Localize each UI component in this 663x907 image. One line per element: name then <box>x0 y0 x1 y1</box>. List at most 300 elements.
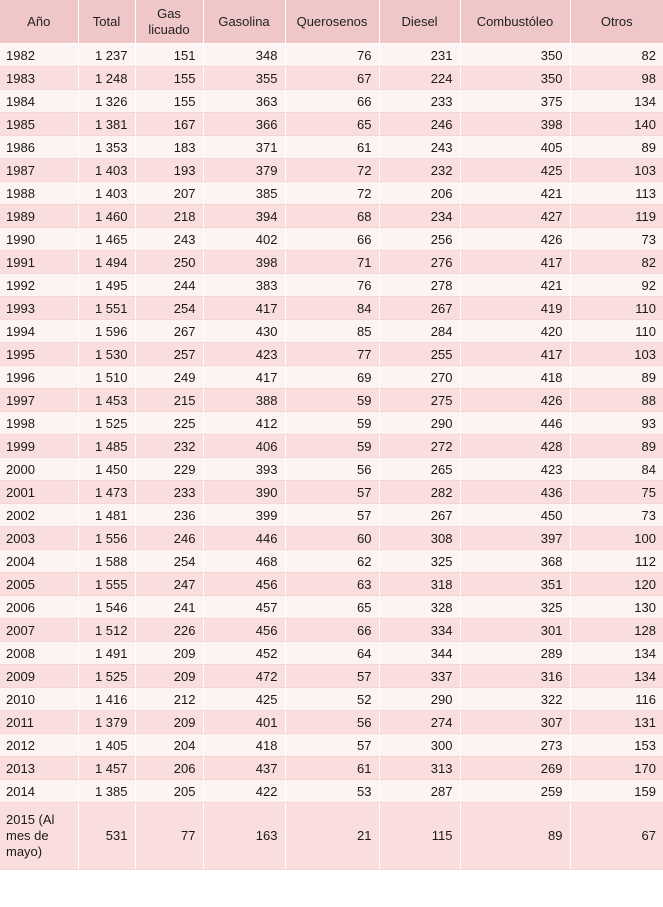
col-diesel-cell: 115 <box>379 803 460 870</box>
col-querosenos-cell: 57 <box>285 504 379 527</box>
col-gasolina-cell: 422 <box>203 780 285 803</box>
col-gasolina-cell: 163 <box>203 803 285 870</box>
col-combustoleo-cell: 397 <box>460 527 570 550</box>
col-gasolina-cell: 366 <box>203 113 285 136</box>
col-year-cell: 2004 <box>0 550 78 573</box>
col-gas-licuado-cell: 167 <box>135 113 203 136</box>
col-querosenos-cell: 61 <box>285 136 379 159</box>
col-querosenos-cell: 57 <box>285 481 379 504</box>
table-row <box>0 159 663 182</box>
table-row <box>0 136 663 159</box>
col-diesel-cell: 287 <box>379 780 460 803</box>
col-combustoleo-cell: 446 <box>460 412 570 435</box>
col-querosenos-cell: 64 <box>285 642 379 665</box>
col-total-cell: 1 460 <box>78 205 135 228</box>
col-diesel-cell: 318 <box>379 573 460 596</box>
col-diesel-cell: 278 <box>379 274 460 297</box>
col-diesel-cell: 328 <box>379 596 460 619</box>
table-row <box>0 596 663 619</box>
col-gas-licuado-cell: 254 <box>135 550 203 573</box>
col-otros-cell: 92 <box>570 274 663 297</box>
col-year-cell: 1993 <box>0 297 78 320</box>
col-gasolina-cell: 418 <box>203 734 285 757</box>
col-combustoleo-cell: 350 <box>460 44 570 67</box>
col-combustoleo-cell: 417 <box>460 251 570 274</box>
col-gas-licuado-cell: 225 <box>135 412 203 435</box>
col-querosenos-cell: 65 <box>285 596 379 619</box>
col-querosenos-cell: 59 <box>285 435 379 458</box>
col-total-cell: 1 556 <box>78 527 135 550</box>
col-otros-cell: 130 <box>570 596 663 619</box>
col-year-cell: 1991 <box>0 251 78 274</box>
col-total-cell: 1 416 <box>78 688 135 711</box>
col-year-cell: 2011 <box>0 711 78 734</box>
col-otros-cell: 134 <box>570 90 663 113</box>
col-total-cell: 1 403 <box>78 159 135 182</box>
col-otros-cell: 140 <box>570 113 663 136</box>
col-diesel-cell: 337 <box>379 665 460 688</box>
col-total-cell: 1 450 <box>78 458 135 481</box>
col-querosenos-cell: 56 <box>285 711 379 734</box>
col-querosenos-cell: 84 <box>285 297 379 320</box>
col-combustoleo-cell: 427 <box>460 205 570 228</box>
col-combustoleo-cell: 351 <box>460 573 570 596</box>
col-querosenos-cell: 67 <box>285 67 379 90</box>
col-year-cell: 1992 <box>0 274 78 297</box>
col-gasolina-cell: 457 <box>203 596 285 619</box>
table-row <box>0 297 663 320</box>
col-querosenos-cell: 76 <box>285 274 379 297</box>
col-gas-licuado-cell: 207 <box>135 182 203 205</box>
table-row <box>0 389 663 412</box>
col-otros-cell: 73 <box>570 228 663 251</box>
col-querosenos-cell: 59 <box>285 412 379 435</box>
col-querosenos-cell: 72 <box>285 182 379 205</box>
col-total-cell: 1 510 <box>78 366 135 389</box>
table-row <box>0 274 663 297</box>
col-combustoleo-cell: 301 <box>460 619 570 642</box>
col-year-cell: 2013 <box>0 757 78 780</box>
col-otros-cell: 159 <box>570 780 663 803</box>
col-total-cell: 531 <box>78 803 135 870</box>
col-gasolina-cell: 430 <box>203 320 285 343</box>
col-gasolina-cell: 399 <box>203 504 285 527</box>
col-otros-cell: 112 <box>570 550 663 573</box>
col-querosenos-cell: 60 <box>285 527 379 550</box>
col-otros-cell: 103 <box>570 343 663 366</box>
col-gasolina-cell: 398 <box>203 251 285 274</box>
col-diesel-cell: 232 <box>379 159 460 182</box>
col-total-cell: 1 353 <box>78 136 135 159</box>
table-body <box>0 44 663 870</box>
col-otros-cell: 120 <box>570 573 663 596</box>
col-year-cell: 2012 <box>0 734 78 757</box>
col-diesel-cell: 270 <box>379 366 460 389</box>
col-combustoleo-cell: 89 <box>460 803 570 870</box>
col-gasolina-cell: 417 <box>203 297 285 320</box>
col-gasolina-cell: 363 <box>203 90 285 113</box>
col-combustoleo-cell: 420 <box>460 320 570 343</box>
col-querosenos-cell: 57 <box>285 665 379 688</box>
col-gasolina-cell: 394 <box>203 205 285 228</box>
col-year-cell: 1997 <box>0 389 78 412</box>
col-gasolina-header: Gasolina <box>203 0 285 44</box>
col-total-header: Total <box>78 0 135 44</box>
col-otros-cell: 100 <box>570 527 663 550</box>
col-total-cell: 1 403 <box>78 182 135 205</box>
col-diesel-cell: 325 <box>379 550 460 573</box>
col-gas-licuado-cell: 155 <box>135 90 203 113</box>
col-gas-licuado-cell: 206 <box>135 757 203 780</box>
col-diesel-cell: 275 <box>379 389 460 412</box>
table-row <box>0 573 663 596</box>
col-otros-cell: 170 <box>570 757 663 780</box>
table-row <box>0 619 663 642</box>
col-combustoleo-cell: 423 <box>460 458 570 481</box>
col-combustoleo-cell: 417 <box>460 343 570 366</box>
col-diesel-cell: 308 <box>379 527 460 550</box>
col-diesel-cell: 246 <box>379 113 460 136</box>
col-gasolina-cell: 452 <box>203 642 285 665</box>
col-year-cell: 1988 <box>0 182 78 205</box>
col-year-cell: 1998 <box>0 412 78 435</box>
col-otros-cell: 82 <box>570 251 663 274</box>
table-header <box>0 0 663 44</box>
table-row <box>0 44 663 67</box>
col-year-cell: 1995 <box>0 343 78 366</box>
col-otros-cell: 75 <box>570 481 663 504</box>
col-combustoleo-header: Combustóleo <box>460 0 570 44</box>
col-gas-licuado-cell: 77 <box>135 803 203 870</box>
col-diesel-cell: 274 <box>379 711 460 734</box>
col-querosenos-cell: 63 <box>285 573 379 596</box>
col-year-cell: 2001 <box>0 481 78 504</box>
col-gas-licuado-cell: 215 <box>135 389 203 412</box>
col-gasolina-cell: 417 <box>203 366 285 389</box>
col-combustoleo-cell: 425 <box>460 159 570 182</box>
col-gasolina-cell: 446 <box>203 527 285 550</box>
col-total-cell: 1 381 <box>78 113 135 136</box>
col-combustoleo-cell: 273 <box>460 734 570 757</box>
col-querosenos-cell: 57 <box>285 734 379 757</box>
header-row <box>0 0 663 44</box>
col-diesel-cell: 344 <box>379 642 460 665</box>
col-combustoleo-cell: 350 <box>460 67 570 90</box>
col-otros-cell: 116 <box>570 688 663 711</box>
col-gas-licuado-cell: 205 <box>135 780 203 803</box>
col-diesel-header: Diesel <box>379 0 460 44</box>
table-row <box>0 504 663 527</box>
col-otros-cell: 110 <box>570 320 663 343</box>
col-querosenos-cell: 66 <box>285 619 379 642</box>
col-otros-cell: 89 <box>570 366 663 389</box>
col-otros-cell: 119 <box>570 205 663 228</box>
col-diesel-cell: 272 <box>379 435 460 458</box>
col-querosenos-cell: 68 <box>285 205 379 228</box>
col-gasolina-cell: 388 <box>203 389 285 412</box>
col-gas-licuado-cell: 183 <box>135 136 203 159</box>
col-otros-cell: 89 <box>570 136 663 159</box>
col-querosenos-cell: 71 <box>285 251 379 274</box>
col-total-cell: 1 248 <box>78 67 135 90</box>
col-otros-cell: 134 <box>570 642 663 665</box>
col-gas-licuado-cell: 233 <box>135 481 203 504</box>
table-row <box>0 458 663 481</box>
col-gasolina-cell: 390 <box>203 481 285 504</box>
col-year-cell: 2010 <box>0 688 78 711</box>
col-gas-licuado-cell: 232 <box>135 435 203 458</box>
col-querosenos-cell: 72 <box>285 159 379 182</box>
col-gasolina-cell: 468 <box>203 550 285 573</box>
table-row <box>0 412 663 435</box>
col-year-cell: 1984 <box>0 90 78 113</box>
col-total-cell: 1 555 <box>78 573 135 596</box>
col-total-cell: 1 237 <box>78 44 135 67</box>
col-gas-licuado-cell: 250 <box>135 251 203 274</box>
col-year-cell: 2002 <box>0 504 78 527</box>
col-gas-licuado-cell: 247 <box>135 573 203 596</box>
table-row <box>0 711 663 734</box>
col-total-cell: 1 596 <box>78 320 135 343</box>
col-querosenos-cell: 66 <box>285 90 379 113</box>
col-diesel-cell: 267 <box>379 504 460 527</box>
table-row <box>0 113 663 136</box>
col-total-cell: 1 453 <box>78 389 135 412</box>
col-combustoleo-cell: 419 <box>460 297 570 320</box>
col-year-header: Año <box>0 0 78 44</box>
table-row <box>0 251 663 274</box>
col-combustoleo-cell: 307 <box>460 711 570 734</box>
col-gasolina-cell: 401 <box>203 711 285 734</box>
col-total-cell: 1 494 <box>78 251 135 274</box>
col-gas-licuado-cell: 229 <box>135 458 203 481</box>
col-gasolina-cell: 348 <box>203 44 285 67</box>
col-gasolina-cell: 379 <box>203 159 285 182</box>
col-combustoleo-cell: 405 <box>460 136 570 159</box>
table-row <box>0 366 663 389</box>
col-total-cell: 1 473 <box>78 481 135 504</box>
table-row <box>0 688 663 711</box>
col-year-cell: 2009 <box>0 665 78 688</box>
table-row <box>0 780 663 803</box>
col-gas-licuado-cell: 267 <box>135 320 203 343</box>
col-diesel-cell: 276 <box>379 251 460 274</box>
col-gas-licuado-cell: 257 <box>135 343 203 366</box>
col-gas-licuado-cell: 209 <box>135 642 203 665</box>
col-diesel-cell: 206 <box>379 182 460 205</box>
col-diesel-cell: 265 <box>379 458 460 481</box>
col-querosenos-cell: 59 <box>285 389 379 412</box>
col-gasolina-cell: 412 <box>203 412 285 435</box>
col-year-cell: 1994 <box>0 320 78 343</box>
col-gasolina-cell: 423 <box>203 343 285 366</box>
col-otros-cell: 82 <box>570 44 663 67</box>
col-querosenos-header: Querosenos <box>285 0 379 44</box>
col-combustoleo-cell: 368 <box>460 550 570 573</box>
table-row <box>0 343 663 366</box>
col-diesel-cell: 267 <box>379 297 460 320</box>
col-gasolina-cell: 472 <box>203 665 285 688</box>
col-total-cell: 1 588 <box>78 550 135 573</box>
col-otros-cell: 93 <box>570 412 663 435</box>
col-gas-licuado-cell: 243 <box>135 228 203 251</box>
col-combustoleo-cell: 421 <box>460 182 570 205</box>
col-combustoleo-cell: 289 <box>460 642 570 665</box>
col-querosenos-cell: 53 <box>285 780 379 803</box>
col-total-cell: 1 525 <box>78 412 135 435</box>
col-diesel-cell: 282 <box>379 481 460 504</box>
col-total-cell: 1 379 <box>78 711 135 734</box>
table-row <box>0 90 663 113</box>
col-total-cell: 1 525 <box>78 665 135 688</box>
col-year-cell: 1985 <box>0 113 78 136</box>
table-row <box>0 642 663 665</box>
col-combustoleo-cell: 325 <box>460 596 570 619</box>
col-combustoleo-cell: 426 <box>460 389 570 412</box>
col-gas-licuado-cell: 155 <box>135 67 203 90</box>
col-querosenos-cell: 66 <box>285 228 379 251</box>
col-otros-cell: 113 <box>570 182 663 205</box>
col-gasolina-cell: 402 <box>203 228 285 251</box>
col-combustoleo-cell: 436 <box>460 481 570 504</box>
col-total-cell: 1 457 <box>78 757 135 780</box>
col-gas-licuado-cell: 204 <box>135 734 203 757</box>
col-combustoleo-cell: 398 <box>460 113 570 136</box>
col-gas-licuado-cell: 249 <box>135 366 203 389</box>
col-diesel-cell: 300 <box>379 734 460 757</box>
col-combustoleo-cell: 421 <box>460 274 570 297</box>
col-otros-cell: 103 <box>570 159 663 182</box>
col-combustoleo-cell: 428 <box>460 435 570 458</box>
col-otros-cell: 73 <box>570 504 663 527</box>
col-combustoleo-cell: 259 <box>460 780 570 803</box>
col-querosenos-cell: 61 <box>285 757 379 780</box>
col-gas-licuado-cell: 193 <box>135 159 203 182</box>
col-gasolina-cell: 385 <box>203 182 285 205</box>
col-combustoleo-cell: 322 <box>460 688 570 711</box>
col-diesel-cell: 284 <box>379 320 460 343</box>
col-combustoleo-cell: 316 <box>460 665 570 688</box>
col-total-cell: 1 385 <box>78 780 135 803</box>
col-total-cell: 1 326 <box>78 90 135 113</box>
col-total-cell: 1 530 <box>78 343 135 366</box>
col-gasolina-cell: 437 <box>203 757 285 780</box>
col-diesel-cell: 313 <box>379 757 460 780</box>
col-diesel-cell: 233 <box>379 90 460 113</box>
col-otros-cell: 110 <box>570 297 663 320</box>
col-gasolina-cell: 383 <box>203 274 285 297</box>
col-gas-licuado-cell: 244 <box>135 274 203 297</box>
col-year-cell: 2003 <box>0 527 78 550</box>
col-year-cell: 1999 <box>0 435 78 458</box>
col-gasolina-cell: 371 <box>203 136 285 159</box>
col-gasolina-cell: 406 <box>203 435 285 458</box>
col-gas-licuado-header: Gas licuado <box>135 0 203 44</box>
col-gasolina-cell: 456 <box>203 573 285 596</box>
col-total-cell: 1 512 <box>78 619 135 642</box>
col-year-cell: 2000 <box>0 458 78 481</box>
table-row <box>0 665 663 688</box>
col-otros-header: Otros <box>570 0 663 44</box>
col-year-cell: 1989 <box>0 205 78 228</box>
col-diesel-cell: 290 <box>379 688 460 711</box>
col-diesel-cell: 243 <box>379 136 460 159</box>
col-diesel-cell: 234 <box>379 205 460 228</box>
table-row <box>0 205 663 228</box>
col-gas-licuado-cell: 218 <box>135 205 203 228</box>
col-year-cell: 1982 <box>0 44 78 67</box>
table-row <box>0 527 663 550</box>
col-total-cell: 1 495 <box>78 274 135 297</box>
table-row <box>0 228 663 251</box>
col-querosenos-cell: 85 <box>285 320 379 343</box>
col-total-cell: 1 485 <box>78 435 135 458</box>
col-year-cell: 1986 <box>0 136 78 159</box>
col-gas-licuado-cell: 209 <box>135 665 203 688</box>
col-gas-licuado-cell: 212 <box>135 688 203 711</box>
col-total-cell: 1 551 <box>78 297 135 320</box>
col-gas-licuado-cell: 254 <box>135 297 203 320</box>
col-diesel-cell: 224 <box>379 67 460 90</box>
col-otros-cell: 88 <box>570 389 663 412</box>
table-row <box>0 182 663 205</box>
col-year-cell: 2014 <box>0 780 78 803</box>
col-combustoleo-cell: 418 <box>460 366 570 389</box>
col-total-cell: 1 405 <box>78 734 135 757</box>
table-row <box>0 67 663 90</box>
table-row <box>0 320 663 343</box>
col-querosenos-cell: 52 <box>285 688 379 711</box>
col-combustoleo-cell: 426 <box>460 228 570 251</box>
col-gas-licuado-cell: 241 <box>135 596 203 619</box>
col-querosenos-cell: 76 <box>285 44 379 67</box>
col-year-cell: 1990 <box>0 228 78 251</box>
col-diesel-cell: 231 <box>379 44 460 67</box>
col-querosenos-cell: 65 <box>285 113 379 136</box>
col-year-cell: 2008 <box>0 642 78 665</box>
col-diesel-cell: 290 <box>379 412 460 435</box>
table-row <box>0 734 663 757</box>
col-gasolina-cell: 355 <box>203 67 285 90</box>
col-combustoleo-cell: 375 <box>460 90 570 113</box>
col-year-cell: 2005 <box>0 573 78 596</box>
col-total-cell: 1 491 <box>78 642 135 665</box>
col-combustoleo-cell: 450 <box>460 504 570 527</box>
col-querosenos-cell: 69 <box>285 366 379 389</box>
col-gas-licuado-cell: 209 <box>135 711 203 734</box>
col-otros-cell: 128 <box>570 619 663 642</box>
col-querosenos-cell: 56 <box>285 458 379 481</box>
col-gasolina-cell: 425 <box>203 688 285 711</box>
col-otros-cell: 84 <box>570 458 663 481</box>
col-combustoleo-cell: 269 <box>460 757 570 780</box>
col-otros-cell: 89 <box>570 435 663 458</box>
col-querosenos-cell: 21 <box>285 803 379 870</box>
table-row <box>0 803 663 870</box>
col-querosenos-cell: 62 <box>285 550 379 573</box>
col-year-cell: 1996 <box>0 366 78 389</box>
col-year-cell: 2006 <box>0 596 78 619</box>
col-querosenos-cell: 77 <box>285 343 379 366</box>
table-row <box>0 757 663 780</box>
col-year-cell: 1987 <box>0 159 78 182</box>
table-row <box>0 481 663 504</box>
col-otros-cell: 131 <box>570 711 663 734</box>
table-row <box>0 550 663 573</box>
col-diesel-cell: 256 <box>379 228 460 251</box>
col-year-cell: 1983 <box>0 67 78 90</box>
col-gas-licuado-cell: 226 <box>135 619 203 642</box>
